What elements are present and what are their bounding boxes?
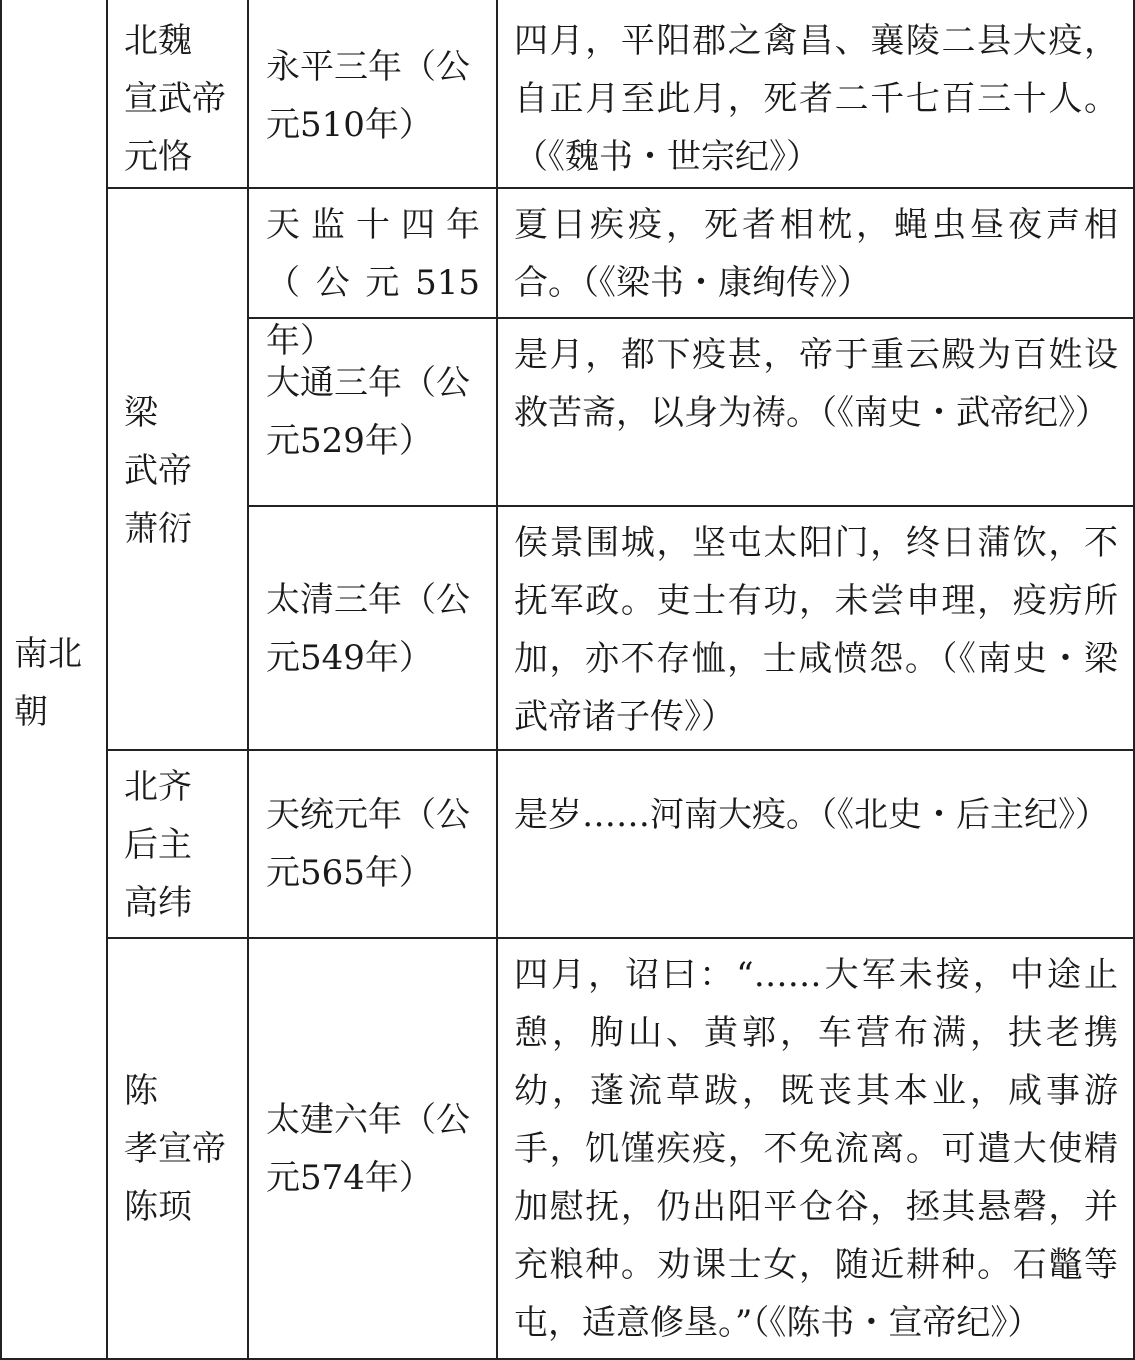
year-text: 永平三年（公元510年） bbox=[266, 47, 470, 145]
year-text: 天统元年（公元565年） bbox=[266, 795, 470, 893]
emperor-dynasty: 陈 bbox=[124, 1071, 158, 1111]
record-text: 四月，诏曰：“……大军未接，中途止憩，朐山、黄郭，车营布满，扶老携幼，蓬流草跋，既丧其本业，咸事游手，饥馑疾疫，不免流离。可遣大使精加慰抚，仍出阳平仓谷，拯其悬磬，并充粮种。劝课士女，随近耕种。石鼈等屯，适意修垦。”（《陈书・宣帝纪》） bbox=[514, 955, 1118, 1343]
record-cell bbox=[514, 12, 1118, 186]
column-divider-3 bbox=[496, 0, 498, 1360]
year-text: 太建六年（公元574年） bbox=[266, 1100, 470, 1198]
year-cell bbox=[266, 38, 480, 154]
period-cell bbox=[14, 625, 96, 741]
row-divider-liang bbox=[106, 749, 1135, 751]
record-cell bbox=[514, 946, 1118, 1352]
record-text: 四月，平阳郡之禽昌、襄陵二县大疫，自正月至此月，死者二千七百三十人。（《魏书・世宗纪》） bbox=[514, 21, 1118, 177]
year-cell bbox=[266, 196, 480, 370]
row-divider-bei-wei bbox=[106, 187, 1135, 189]
emperor-title: 后主 bbox=[124, 825, 192, 865]
emperor-name: 高纬 bbox=[124, 883, 192, 923]
record-cell bbox=[514, 326, 1118, 442]
emperor-cell-chen bbox=[124, 1062, 244, 1236]
emperor-cell-bei-qi bbox=[124, 758, 244, 932]
emperor-dynasty: 梁 bbox=[124, 393, 158, 433]
year-cell bbox=[266, 786, 480, 902]
emperor-dynasty: 北魏 bbox=[124, 21, 192, 61]
emperor-name: 陈顼 bbox=[124, 1187, 192, 1227]
column-divider-1 bbox=[106, 0, 108, 1360]
emperor-name: 元恪 bbox=[124, 137, 192, 177]
record-text: 是月，都下疫甚，帝于重云殿为百姓设救苦斋，以身为祷。（《南史・武帝纪》） bbox=[514, 335, 1118, 433]
emperor-title: 武帝 bbox=[124, 451, 192, 491]
row-divider-datong bbox=[247, 505, 1135, 507]
year-text: 天监十四年（公元515年） bbox=[266, 205, 480, 361]
emperor-cell-liang bbox=[124, 384, 244, 558]
row-divider-bei-qi bbox=[106, 937, 1135, 939]
year-cell bbox=[266, 1091, 480, 1207]
record-cell bbox=[514, 786, 1118, 844]
emperor-title: 孝宣帝 bbox=[124, 1129, 226, 1169]
column-divider-2 bbox=[247, 0, 249, 1360]
record-text: 是岁……河南大疫。（《北史・后主纪》） bbox=[514, 795, 1109, 835]
year-cell bbox=[266, 571, 480, 687]
emperor-cell-bei-wei bbox=[124, 12, 244, 186]
year-text: 大通三年（公元529年） bbox=[266, 363, 470, 461]
record-text: 侯景围城，坚屯太阳门，终日蒲饮，不抚军政。吏士有功，未尝申理，疫疠所加，亦不存恤，士咸愤怨。（《南史・梁武帝诸子传》） bbox=[514, 523, 1118, 737]
emperor-dynasty: 北齐 bbox=[124, 767, 192, 807]
emperor-title: 宣武帝 bbox=[124, 79, 226, 119]
year-text: 太清三年（公元549年） bbox=[266, 580, 470, 678]
record-cell bbox=[514, 514, 1118, 746]
record-cell bbox=[514, 196, 1118, 312]
year-cell bbox=[266, 354, 480, 470]
emperor-name: 萧衍 bbox=[124, 509, 192, 549]
record-text: 夏日疾疫，死者相枕，蝇虫昼夜声相合。（《梁书・康绚传》） bbox=[514, 205, 1118, 303]
period-label: 南北朝 bbox=[14, 634, 82, 732]
table-border-left bbox=[0, 0, 2, 1360]
